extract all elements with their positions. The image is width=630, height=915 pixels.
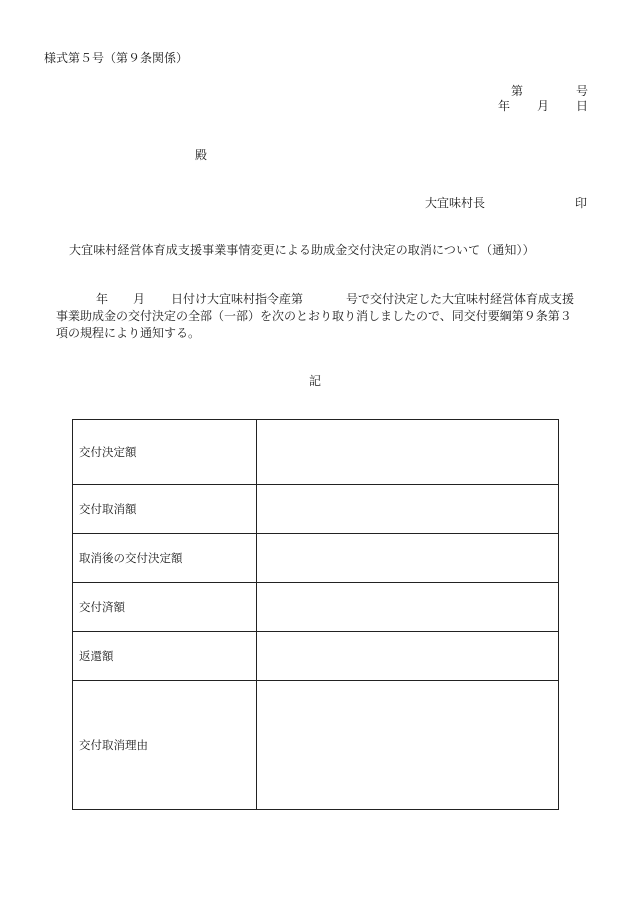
addressee-suffix: 殿 (195, 148, 208, 162)
row-value (257, 485, 559, 534)
ki-heading: 記 (309, 374, 322, 388)
table-row (73, 485, 559, 534)
doc-number-go: 号 (576, 84, 589, 98)
row-value (257, 632, 559, 681)
date-year: 年 (498, 99, 511, 113)
row-label: 取消後の交付決定額 (73, 534, 257, 583)
body-line1-a: 日付け大宜味村指令産第 (171, 292, 304, 306)
sender-title: 大宜味村長 (425, 196, 486, 210)
body-date-month: 月 (133, 292, 146, 306)
row-label: 返還額 (73, 632, 257, 681)
body-line3: 項の規程により通知する。 (56, 326, 201, 340)
form-number: 様式第５号（第９条関係） (44, 51, 189, 65)
row-value (257, 681, 559, 810)
date-day: 日 (576, 99, 589, 113)
table-row (73, 681, 559, 810)
table-row (73, 583, 559, 632)
row-label: 交付決定額 (73, 420, 257, 485)
row-label: 交付済額 (73, 583, 257, 632)
row-label: 交付取消額 (73, 485, 257, 534)
row-value (257, 583, 559, 632)
subject-heading: 大宜味村経営体育成支援事業事情変更による助成金交付決定の取消について（通知）） (69, 243, 535, 257)
table-row (73, 534, 559, 583)
detail-table (72, 419, 559, 810)
doc-number-dai: 第 (511, 84, 524, 98)
body-line1-b: 号で交付決定した大宜味村経営体育成支援 (346, 292, 575, 306)
sender-seal: 印 (575, 196, 588, 210)
body-date-year: 年 (96, 292, 109, 306)
table-row (73, 420, 559, 485)
row-value (257, 534, 559, 583)
body-line2: 事業助成金の交付決定の全部（一部）を次のとおり取り消しましたので、同交付要綱第９条第３ (56, 309, 572, 323)
date-month: 月 (537, 99, 550, 113)
row-label: 交付取消理由 (73, 681, 257, 810)
row-value (257, 420, 559, 485)
table-row (73, 632, 559, 681)
